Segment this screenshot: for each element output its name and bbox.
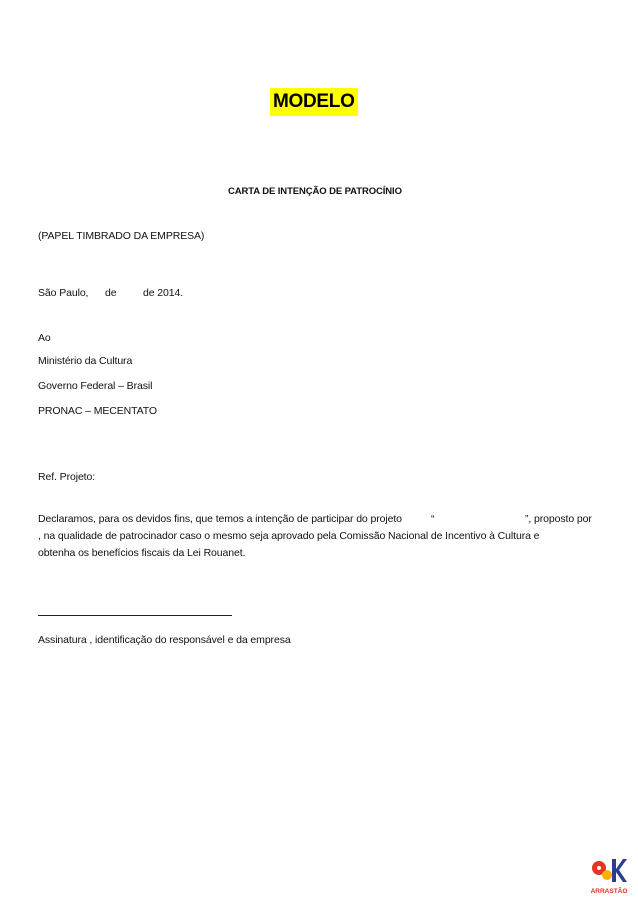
modelo-heading: MODELO	[270, 88, 358, 116]
project-reference: Ref. Projeto:	[38, 471, 96, 483]
date-city: São Paulo,	[38, 287, 89, 299]
recipient-line-1: Ministério da Cultura	[38, 355, 133, 367]
body-line-1a: Declaramos, para os devidos fins, que temos a intenção de participar do projeto	[38, 513, 402, 525]
logo-blue-k	[612, 859, 627, 882]
signature-line	[38, 615, 232, 616]
recipient-ao: Ao	[38, 332, 51, 344]
arrastao-logo	[590, 855, 628, 897]
logo-wordmark: ARRASTÃO	[590, 888, 628, 895]
body-quote-open: “	[431, 513, 435, 525]
signature-caption: Assinatura , identificação do responsável e da empresa	[38, 634, 291, 646]
date-day-of: de	[105, 287, 117, 299]
body-line-3: obtenha os benefícios fiscais da Lei Rouanet.	[38, 547, 246, 559]
logo-yellow-shape	[602, 870, 612, 880]
logo-eye	[597, 866, 601, 870]
body-line-2: , na qualidade de patrocinador caso o mesmo seja aprovado pela Comissão Nacional de Incentivo à Cultura e	[38, 530, 540, 542]
date-year: de 2014.	[143, 287, 184, 299]
letterhead-placeholder: (PAPEL TIMBRADO DA EMPRESA)	[38, 230, 205, 242]
recipient-line-2: Governo Federal – Brasil	[38, 380, 153, 392]
recipient-line-3: PRONAC – MECENTATO	[38, 405, 157, 417]
body-line-1b: ”, proposto por	[525, 513, 592, 525]
letter-title: CARTA DE INTENÇÃO DE PATROCÍNIO	[228, 186, 402, 197]
